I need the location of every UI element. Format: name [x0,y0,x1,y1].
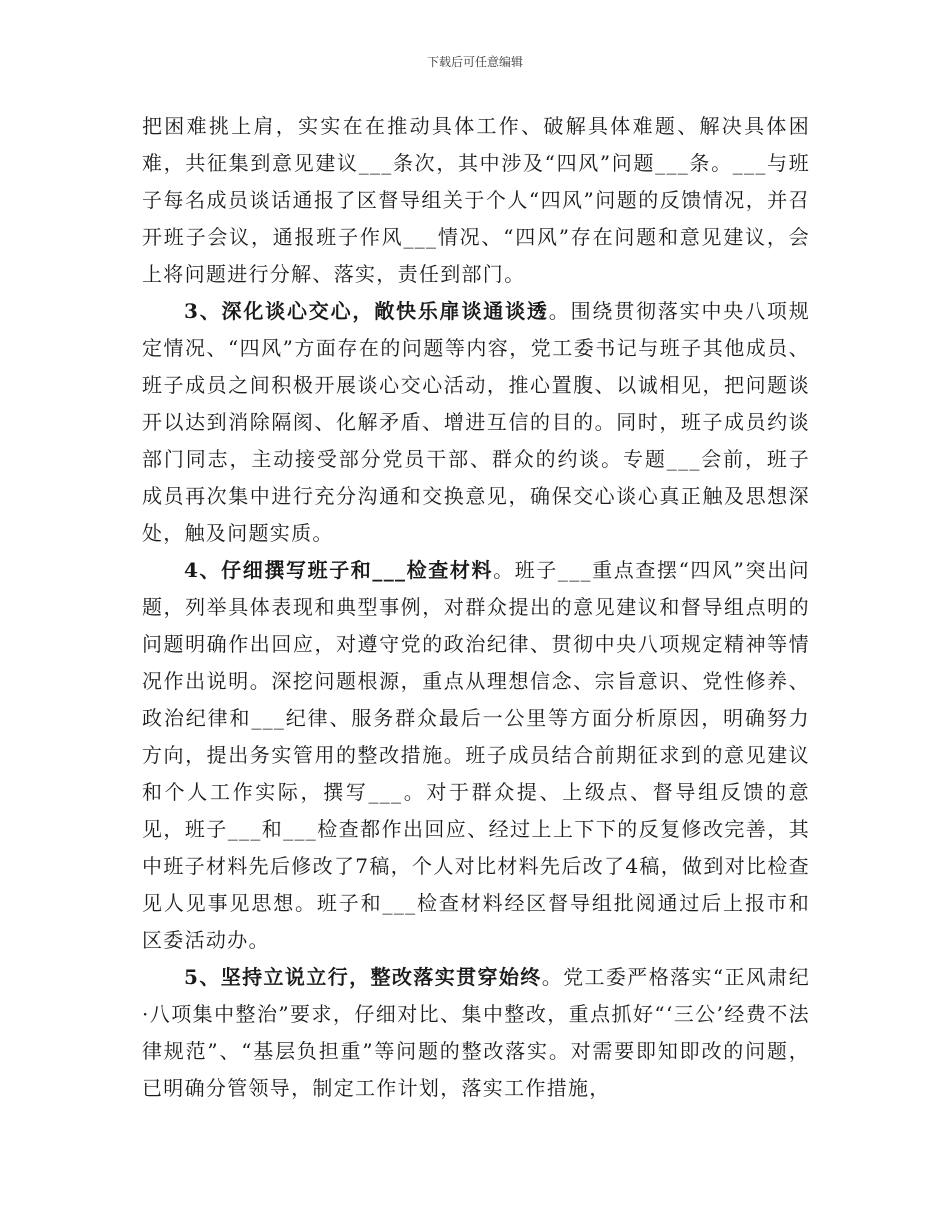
paragraph-heading: 3、深化谈心交心，敞快乐扉谈通谈透 [184,299,549,323]
paragraph-heading: 5、坚持立说立行，整改落实贯穿始终 [184,965,542,989]
paragraph-heading: 4、仔细撰写班子和___检查材料 [184,558,494,582]
paragraph-continued [142,108,810,293]
paragraph-4 [142,552,810,959]
document-body [142,108,810,1107]
paragraph-text: 。班子___重点查摆“四风”突出问题，列举具体表现和典型事例，对群众提出的意见建议和督导组点明的问题明确作出回应，对遵守党的政治纪律、贯彻中央八项规定精神等情况作出说明。深挖问题根源，重点从理想信念、宗旨意识、党性修养、政治纪律和___纪律、服务群众最后一公里等方面分析原因，明确努力方向，提出务实管用的整改措施。班子成员结合前期征求到的意见建议和个人工作实际，撰写___。对于群众提、上级点、督导组反馈的意见，班子___和___检查都作出回应、经过上上下下的反复修改完善，其中班子材料先后修改了7稿，个人对比材料先后改了4稿，做到对比检查见人见事见思想。班子和___检查材料经区督导组批阅通过后上报市和区委活动办。 [142,558,810,952]
paragraph-5 [142,959,810,1107]
paragraph-text: 。党工委严格落实“正风肃纪·八项集中整治”要求，仔细对比、集中整改，重点抓好“‘三公’经费不法律规范”、“基层负担重”等问题的整改落实。对需要即知即改的问题，已明确分管领导，制定工作计划，落实工作措施， [142,965,811,1100]
page-header: 下载后可任意编辑 [426,55,523,69]
paragraph-text: 把困难挑上肩，实实在在推动具体工作、破解具体难题、解决具体困难，共征集到意见建议___条次，其中涉及“四风”问题___条。___与班子每名成员谈话通报了区督导组关于个人“四风”问题的反馈情况，并召开班子会议，通报班子作风___情况、“四风”存在问题和意见建议，会上将问题进行分解、落实，责任到部门。 [142,114,810,286]
paragraph-text: 。围绕贯彻落实中央八项规定情况、“四风”方面存在的问题等内容，党工委书记与班子其他成员、班子成员之间积极开展谈心交心活动，推心置腹、以诚相见，把问题谈开以达到消除隔阂、化解矛盾、增进互信的目的。同时，班子成员约谈部门同志，主动接受部分党员干部、群众的约谈。专题___会前，班子成员再次集中进行充分沟通和交换意见，确保交心谈心真正触及思想深处，触及问题实质。 [142,299,810,545]
paragraph-3 [142,293,810,552]
